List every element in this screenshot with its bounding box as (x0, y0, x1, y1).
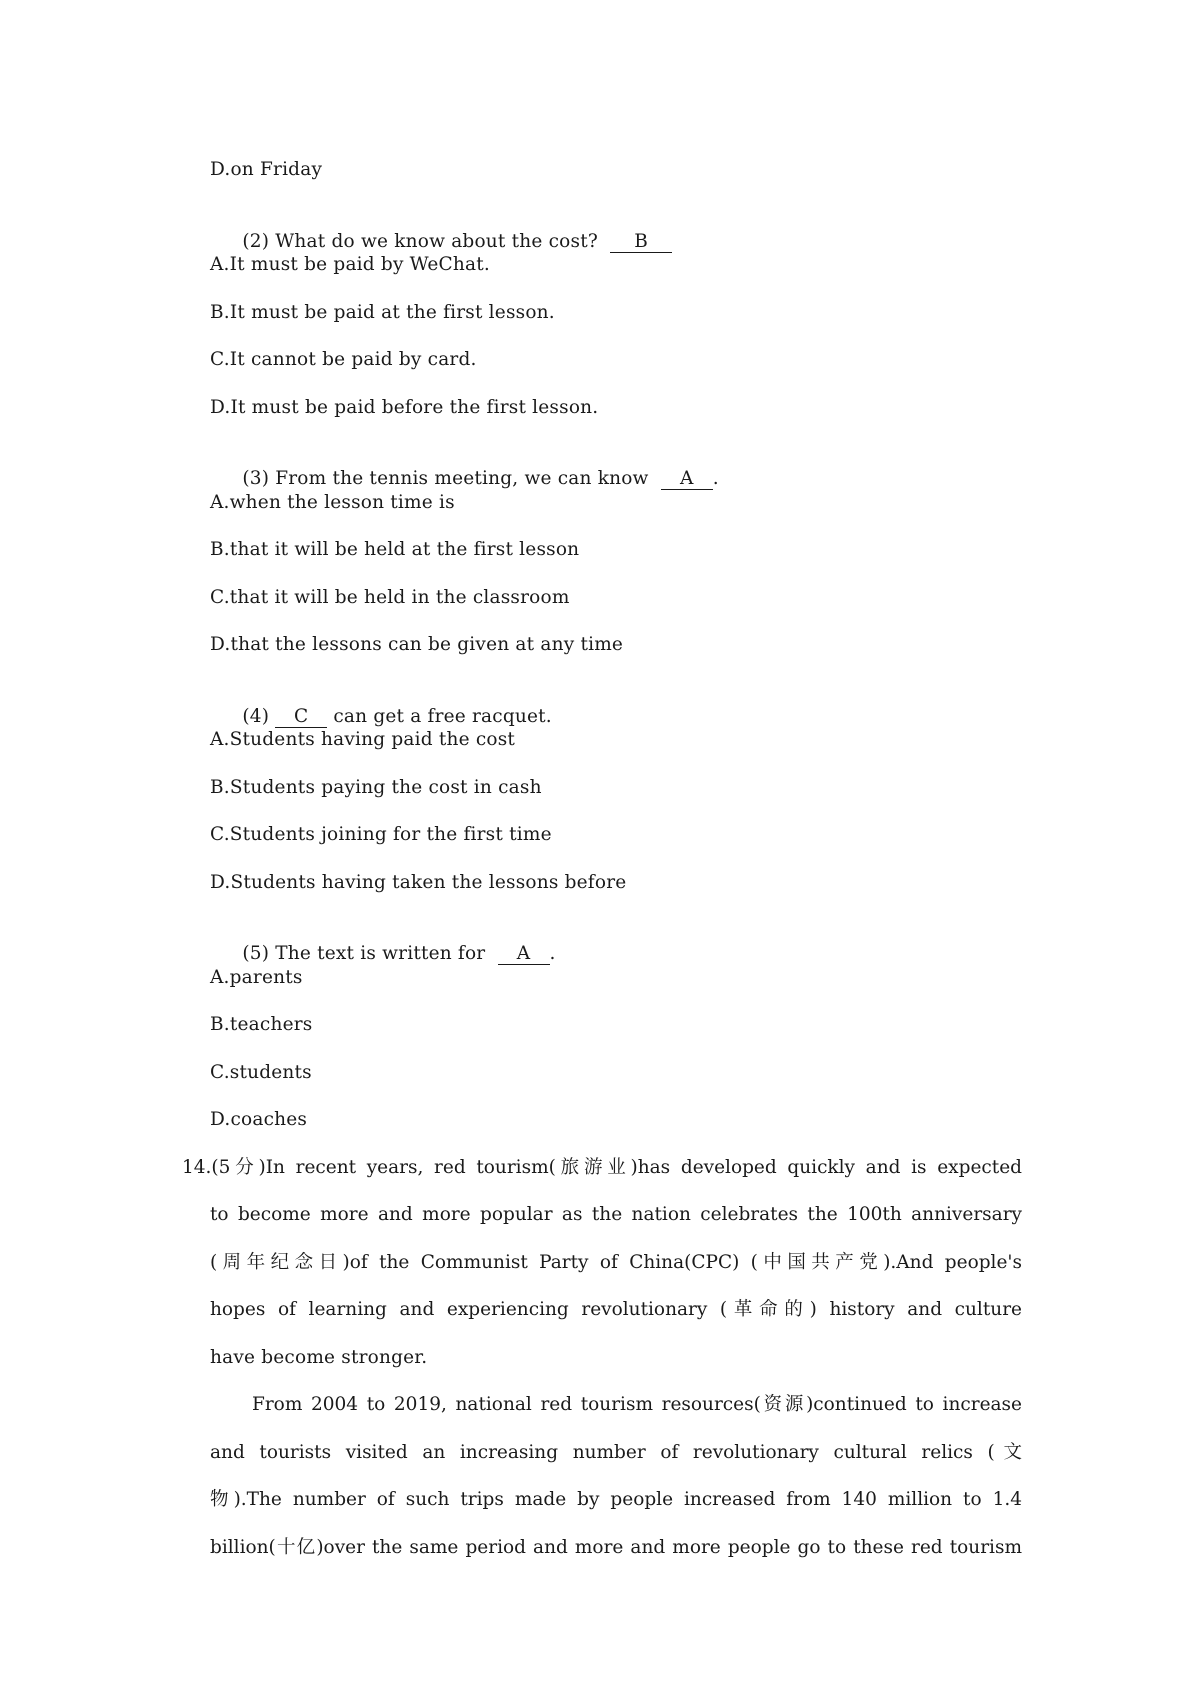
option-a: A.Students having paid the cost (210, 729, 516, 750)
option-d-prev: D.on Friday (210, 159, 323, 180)
option-c: C.It cannot be paid by card. (210, 349, 477, 370)
question-5-suffix: . (549, 943, 556, 964)
question-3-suffix: . (712, 468, 719, 489)
answer-blank-3: A (661, 469, 713, 490)
option-d: D.It must be paid before the first lesson. (210, 397, 599, 418)
option-b: B.Students paying the cost in cash (210, 777, 542, 798)
passage-line: 14.(5分)In recent years, red tourism(旅游业)has developed quickly and is expected (182, 1157, 1022, 1178)
answer-blank-5: A (498, 944, 550, 965)
question-3-text: (3) From the tennis meeting, we can know (242, 468, 649, 489)
option-a: A.parents (210, 967, 303, 988)
question-4-prefix: (4) (242, 706, 270, 727)
option-b: B.It must be paid at the first lesson. (210, 302, 555, 323)
question-4-text: can get a free racquet. (333, 706, 552, 727)
passage-line: to become more and more popular as the nation celebrates the 100th anniversary (210, 1204, 1022, 1225)
option-d: D.coaches (210, 1109, 308, 1130)
passage-line: and tourists visited an increasing number of revolutionary cultural relics (文 (210, 1442, 1022, 1463)
option-c: C.Students joining for the first time (210, 824, 552, 845)
option-c: C.that it will be held in the classroom (210, 587, 570, 608)
question-5-text: (5) The text is written for (242, 943, 486, 964)
passage-line: From 2004 to 2019, national red tourism resources(资源)continued to increase (252, 1394, 1022, 1415)
answer-blank-4: C (275, 707, 327, 728)
passage-line: have become stronger. (210, 1347, 428, 1368)
option-b: B.teachers (210, 1014, 313, 1035)
option-d: D.Students having taken the lessons before (210, 872, 627, 893)
passage-line: billion(十亿)over the same period and more and more people go to these red tourism (210, 1537, 1022, 1558)
option-c: C.students (210, 1062, 312, 1083)
option-a: A.when the lesson time is (210, 492, 455, 513)
passage-line: (周年纪念日)of the Communist Party of China(CPC) (中国共产党).And people's (210, 1252, 1022, 1273)
passage-line: 物).The number of such trips made by people increased from 140 million to 1.4 (210, 1489, 1022, 1510)
passage-line: hopes of learning and experiencing revolutionary (革命的) history and culture (210, 1299, 1022, 1320)
option-a: A.It must be paid by WeChat. (210, 254, 490, 275)
option-d: D.that the lessons can be given at any time (210, 634, 624, 655)
answer-blank-2: B (610, 232, 672, 253)
question-2-text: (2) What do we know about the cost? (242, 231, 598, 252)
option-b: B.that it will be held at the first lesson (210, 539, 580, 560)
